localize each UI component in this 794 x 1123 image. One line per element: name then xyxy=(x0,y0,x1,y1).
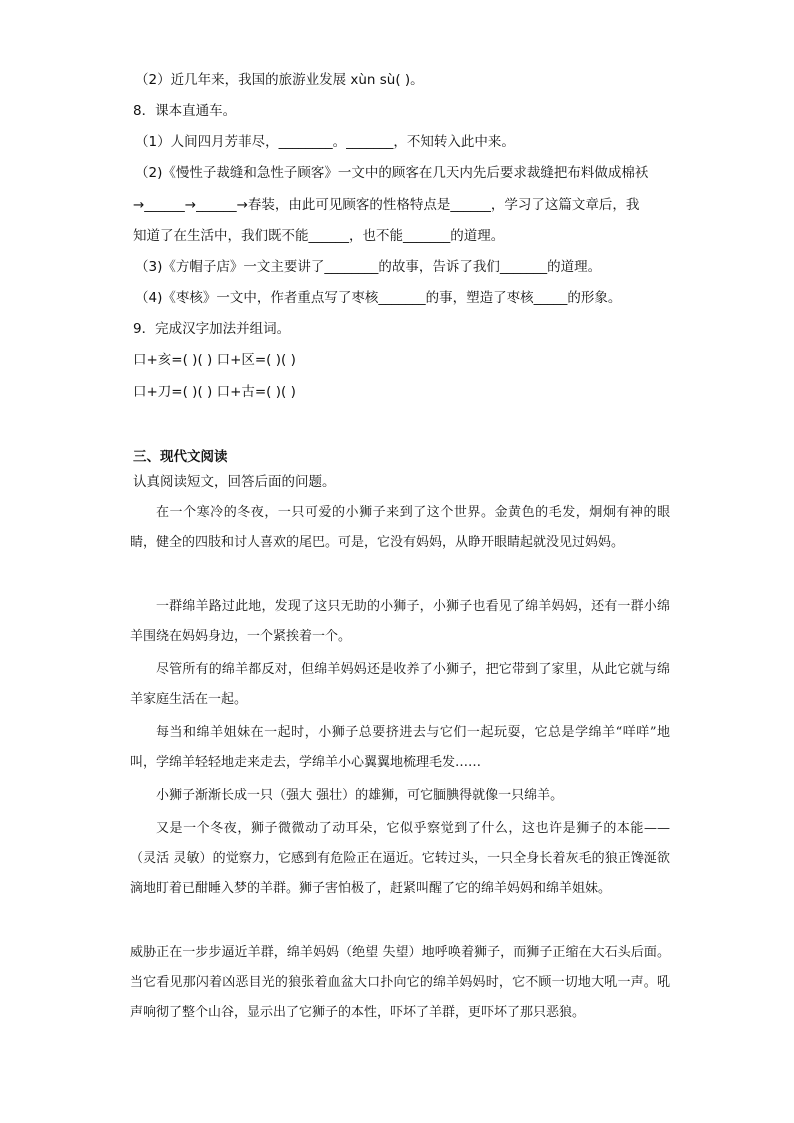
q9-row1: 口+亥=( )( ) 口+区=( )( ) xyxy=(133,352,296,368)
q9-title: 9．完成汉字加法并组词。 xyxy=(133,321,291,337)
q8-item4: （4)《枣核》一文中，作者重点写了枣核_______的事，塑造了枣核_____的形象。 xyxy=(135,290,622,306)
q8-item2-line2: →______→______→春装，由此可见顾客的性格特点是______，学习了这篇文章后，我 xyxy=(133,197,640,213)
passage-paragraph-6: 又是一个冬夜，狮子微微动了动耳朵，它似乎察觉到了什么，这也许是狮子的本能——（灵活 灵敏）的觉察力，它感到有危险正在逼近。它转过头，一只全身长着灰毛的狼正馋涎欲滴地盯着已酣睡入梦的羊群。狮子害怕极了，赶紧叫醒了它的绵羊妈妈和绵羊姐妹。 xyxy=(130,821,670,896)
q8-item1: （1）人间四月芳菲尽，________。_______，不知转入此中来。 xyxy=(135,134,515,150)
passage-paragraph-5: 小狮子渐渐长成一只（强大 强壮）的雄狮，可它腼腆得就像一只绵羊。 xyxy=(156,788,564,803)
passage-paragraph-3: 尽管所有的绵羊都反对，但绵羊妈妈还是收养了小狮子，把它带到了家里，从此它就与绵羊家庭生活在一起。 xyxy=(130,662,670,707)
q8-item2-line1: （2)《慢性子裁缝和急性子顾客》一文中的顾客在几天内先后要求裁缝把布料做成棉袄 xyxy=(135,165,649,181)
q8-item2-line3: 知道了在生活中，我们既不能______，也不能_______的道理。 xyxy=(133,228,505,244)
passage-paragraph-2: 一群绵羊路过此地，发现了这只无助的小狮子，小狮子也看见了绵羊妈妈，还有一群小绵羊围绕在妈妈身边，一个紧挨着一个。 xyxy=(130,599,670,644)
passage-paragraph-1: 在一个寒冷的冬夜，一只可爱的小狮子来到了这个世界。金黄色的毛发，炯炯有神的眼睛，健全的四肢和讨人喜欢的尾巴。可是，它没有妈妈，从睁开眼睛起就没见过妈妈。 xyxy=(130,505,670,550)
q8-item3: （3)《方帽子店》一文主要讲了________的故事，告诉了我们_______的道理。 xyxy=(135,259,602,275)
q9-row2: 口+刀=( )( ) 口+古=( )( ) xyxy=(133,384,296,400)
reading-instruction: 认真阅读短文，回答后面的问题。 xyxy=(133,474,336,490)
q8-title: 8．课本直通车。 xyxy=(133,103,237,119)
q7-item2: （2）近几年来，我国的旅游业发展 xùn sù( )。 xyxy=(135,72,424,88)
passage-paragraph-4: 每当和绵羊姐妹在一起时，小狮子总要挤进去与它们一起玩耍，它总是学绵羊“咩咩”地叫，学绵羊轻轻地走来走去，学绵羊小心翼翼地梳理毛发…… xyxy=(130,725,670,770)
passage-paragraph-7: 威胁正在一步步逼近羊群，绵羊妈妈（绝望 失望）地呼唤着狮子，而狮子正缩在大石头后面。当它看见那闪着凶恶目光的狼张着血盆大口扑向它的绵羊妈妈时，它不顾一切地大吼一声。吼声响彻了整个山谷，显示出了它狮子的本性，吓坏了羊群，更吓坏了那只恶狼。 xyxy=(130,945,670,1020)
section-heading: 三、现代文阅读 xyxy=(133,449,228,465)
